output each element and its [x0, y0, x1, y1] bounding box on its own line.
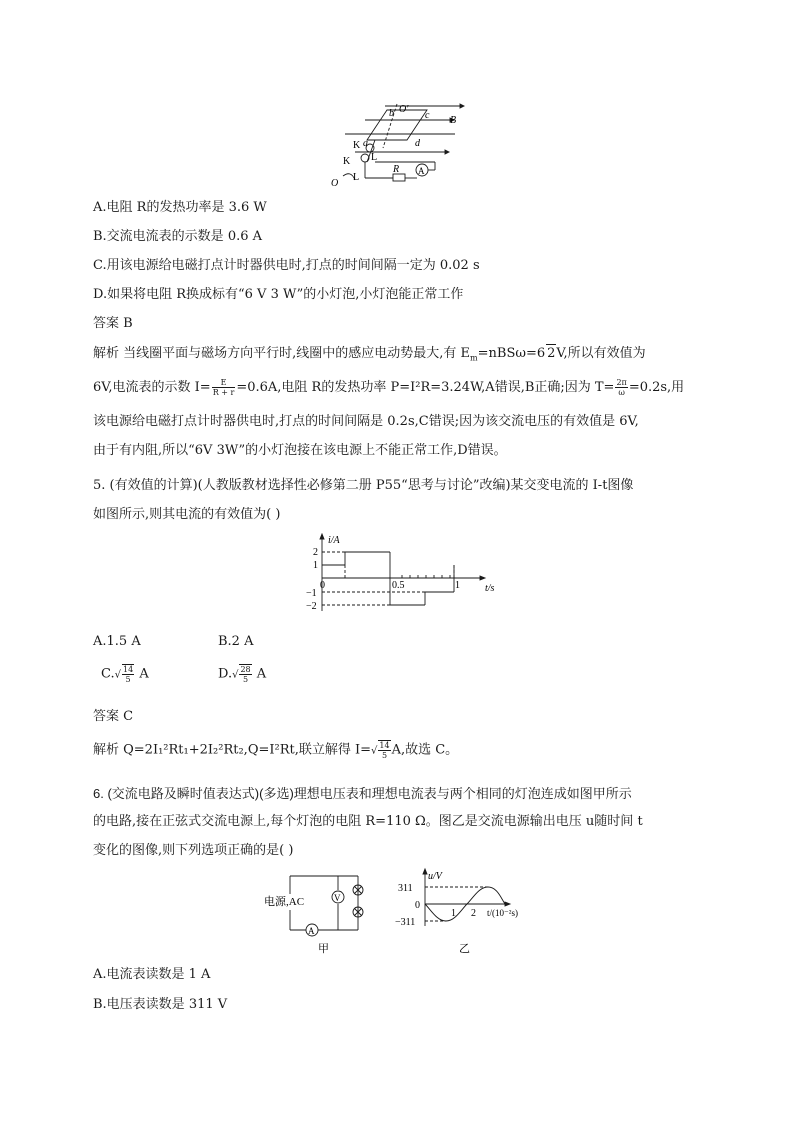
coil-label-a: a [363, 138, 368, 149]
coil-label-k-bottom: K [343, 156, 351, 167]
q4-option-d: D.如果将电阻 R换成标有“6 V 3 W”的小灯泡,小灯泡能正常工作 [93, 287, 464, 302]
q4-analysis-line1: 解析 当线圈平面与磁场方向平行时,线圈中的感应电动势最大,有 $E_m=nBS\omega=6$ 2V,所以有效值为 [93, 346, 646, 363]
coil-figure [325, 100, 465, 192]
coil-label-B: B [450, 115, 457, 126]
q6-graph-xlabel: t/(10⁻²s) [487, 908, 518, 918]
q5-tick-x1: 1 [455, 580, 460, 591]
coil-label-O: O [331, 178, 339, 189]
coil-label-R: R [393, 164, 400, 175]
q6-tick-x1: 1 [451, 908, 456, 919]
coil-label-d: d [415, 138, 420, 149]
q5-tick-x05: 0.5 [392, 580, 405, 591]
q6-stem-line2: 的电路,接在正弦式交流电源上,每个灯泡的电阻 R=110 Ω。图乙是交流电源输出电压 u随时间 t [93, 814, 643, 829]
q4-answer: 答案 B [93, 316, 133, 331]
q6-option-b: B.电压表读数是 311 V [93, 997, 228, 1012]
coil-label-o-prime: O' [399, 104, 409, 115]
q6-tick-y0: 0 [415, 900, 420, 911]
q5-tick-ym2: −2 [306, 601, 317, 612]
q6-caption-yi: 乙 [459, 943, 470, 955]
q5-tick-ym1: −1 [306, 588, 317, 599]
q5-stem-line2: 如图所示,则其电流的有效值为( ) [93, 507, 281, 522]
q5-tick-x0: 0 [320, 580, 325, 591]
q5-analysis: 解析 Q=2I₁²Rt₁+2I₂²Rt₂,Q=I²Rt,联立解得 I=√ $\frac{14}{5}$ A,故选 C。 [93, 741, 459, 760]
q5-option-c: C.√ $\frac{14}{5}$ A [101, 665, 149, 684]
q6-graph-ylabel: u/V [428, 871, 442, 882]
coil-label-l-bottom: L [353, 172, 360, 183]
q6-caption-jia: 甲 [318, 943, 329, 955]
q6-ammeter-label: A [308, 926, 315, 936]
q5-answer: 答案 C [93, 709, 134, 724]
coil-label-b: b [389, 108, 394, 119]
q4-analysis-line3: 该电源给电磁打点计时器供电时,打点的时间间隔是 0.2s,C错误;因为该交流电压的有效值是 6V, [93, 414, 639, 429]
coil-ammeter-label: A [418, 166, 425, 176]
q6-stem-line3: 变化的图像,则下列选项正确的是( ) [93, 843, 294, 858]
q6-source-label: 电源,AC [264, 896, 305, 908]
q5-tick-y2: 2 [313, 547, 318, 558]
q5-option-d: D.√ $\frac{28}{5}$ A [218, 665, 267, 684]
q6-option-a: A.电流表读数是 1 A [93, 967, 211, 982]
q6-tick-y-top: 311 [398, 883, 413, 894]
q5-current-graph [300, 533, 500, 615]
q4-option-c: C.用该电源给电磁打点计时器供电时,打点的时间间隔一定为 0.02 s [93, 258, 480, 273]
coil-label-k-top: K [353, 140, 361, 151]
coil-label-c: c [425, 110, 430, 121]
q6-voltmeter-label: V [334, 893, 341, 903]
q5-option-b: B.2 A [218, 634, 254, 649]
q6-tick-x2: 2 [471, 908, 476, 919]
q6-voltage-graph [395, 866, 535, 956]
q6-tick-y-bottom: −311 [395, 917, 416, 928]
q5-stem-line1: 5. (有效值的计算)(人教版教材选择性必修第二册 P55“思考与讨论”改编)某交变电流的 I-t图像 [93, 478, 634, 493]
coil-label-l-top: L [371, 152, 378, 163]
q4-option-b: B.交流电流表的示数是 0.6 A [93, 229, 263, 244]
q6-circuit [262, 868, 382, 956]
q4-analysis-line2: 6V,电流表的示数 I= $\frac{E}{R + r}$ =0.6A,电阻 R的发热功率 P=I²R=3.24W,A错误,B正确;因为 T= $\frac{2\pi}{\omega}$ =0.2s,用 [93, 378, 685, 397]
q5-graph-ylabel: i/A [328, 535, 340, 546]
q4-option-a: A.电阻 R的发热功率是 3.6 W [93, 200, 267, 215]
q5-graph-xlabel: t/s [485, 583, 495, 594]
q5-tick-y1: 1 [313, 560, 318, 571]
q5-option-a: A.1.5 A [93, 634, 141, 649]
q4-analysis-line4: 由于有内阻,所以“6V 3W”的小灯泡接在该电源上不能正常工作,D错误。 [93, 443, 507, 458]
q6-stem-line1: 6. (交流电路及瞬时值表达式)(多选)理想电压表和理想电流表与两个相同的灯泡连成如图甲所示 [93, 786, 632, 801]
